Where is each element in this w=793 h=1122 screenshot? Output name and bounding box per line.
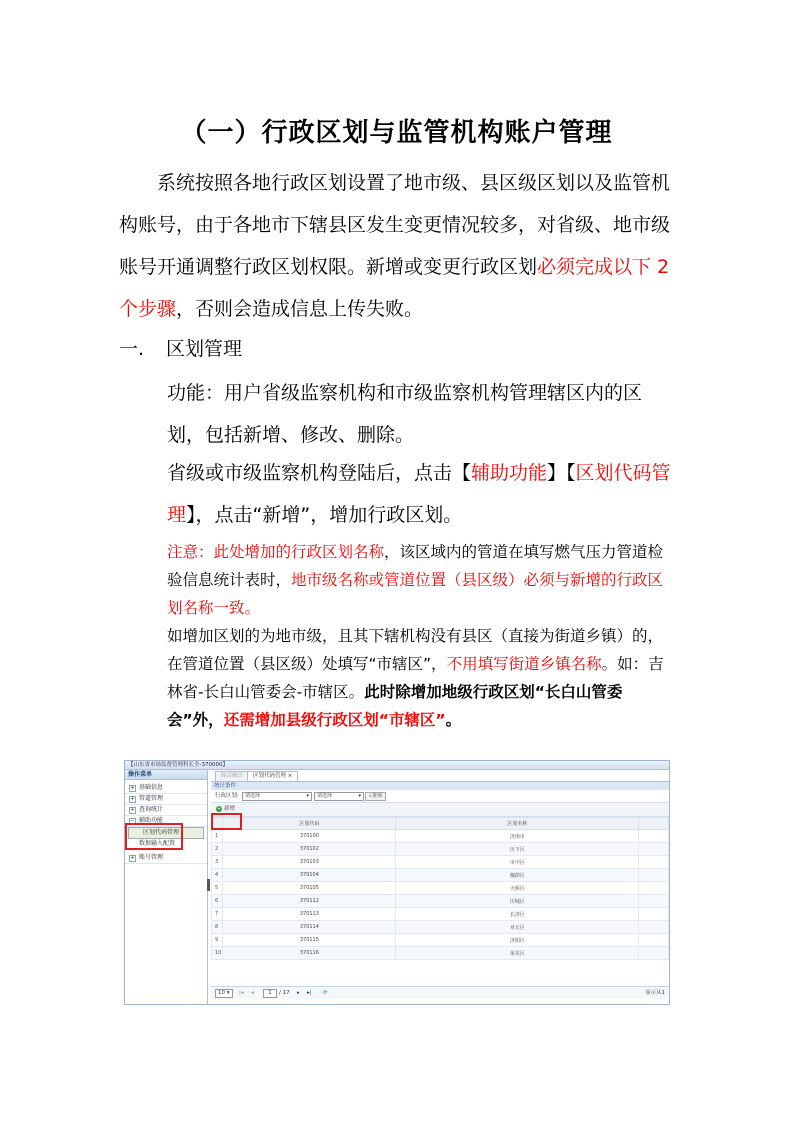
add-button[interactable] [215,805,238,813]
menu-query-stats[interactable] [125,805,207,816]
row-code: 370105 [223,882,396,895]
note-bold-end: 。 [445,711,462,729]
search-icon: ⌕ [369,793,372,799]
highlight-box-menu [125,823,183,850]
section-heading [119,334,242,361]
row-name: 长清区 [396,908,639,921]
note-red-3: 不用填写街道乡镇名称 [446,655,602,673]
tab-region-code[interactable] [247,771,298,781]
note-text-2: 如增加区划的为地市级，且其下辖机构没有县区（直接为街道乡镇）的，在管道位置（县区级）处填写“市辖区”， [167,627,664,673]
row-name: 莱芜区 [396,947,639,960]
chevron-down-icon: ▾ [358,793,361,799]
note-label: 注意： [167,543,214,561]
row-index: 2 [212,843,223,856]
function-paragraph: 功能：用户省级监察机构和市级监察机构管理辖区内的区划，包括新增、修改、删除。 [167,382,643,446]
city-select[interactable] [314,792,364,801]
row-index: 8 [212,921,223,934]
row-extra [639,869,669,882]
select-value: 请选择 [245,793,261,799]
expand-icon: + [130,785,135,791]
row-index: 3 [212,856,223,869]
row-name: 历城区 [396,895,639,908]
menu-account-management[interactable] [125,853,207,864]
region-table [211,817,669,960]
aux-function-label: 辅助功能 [471,462,548,484]
row-name: 槐荫区 [396,869,639,882]
filter-label: 行政区划: [215,793,239,799]
row-name: 济南市 [396,830,639,843]
row-index: 9 [212,934,223,947]
step-paragraph [167,452,675,536]
row-code: 370113 [223,908,396,921]
row-extra [639,921,669,934]
window-title: 【山东省市场监督管理科长全-370000】 [125,761,669,770]
note-bold-1: 此时除增加地级行政区划“长白山管委会”外， [167,683,623,729]
row-extra [639,830,669,843]
row-index: 1 [212,830,223,843]
menu-pipe-management[interactable] [125,794,207,805]
table-row[interactable] [212,830,669,843]
row-code: 370100 [223,830,396,843]
prev-page-icon[interactable]: ◂ [251,990,254,996]
splitter-handle[interactable] [207,879,210,891]
sidebar [125,770,208,1004]
intro-required-steps: 必须完成以下 2 个步骤 [119,256,670,320]
main-panel [211,770,669,1004]
region-code-label: 区划代码管理 [167,462,671,526]
row-code: 370112 [223,895,396,908]
query-button[interactable] [365,792,386,801]
pagination-bar [211,986,669,999]
menu-label: 辅助功能 [139,817,164,824]
row-code: 370116 [223,947,396,960]
row-extra [639,908,669,921]
row-extra [639,934,669,947]
row-code: 370102 [223,843,396,856]
tab-bar [211,770,669,782]
page-size-value: 10 [218,990,225,996]
row-name: 天桥区 [396,882,639,895]
step-mid: 】【 [547,462,576,484]
intro-tail: ，否则会造成信息上传失败。 [176,298,424,320]
table-row[interactable] [212,856,669,869]
menu-label: 账号管理 [139,854,164,861]
embedded-screenshot [124,760,670,1005]
last-page-icon[interactable]: ▸| [307,990,312,996]
intro-text: 系统按照各地行政区划设置了地市级、县区级区划以及监管机构账号，由于各地市下辖县区发生变更情况较多，对省级、地市级账号开通调整行政区划权限。新增或变更行政区划 [119,172,671,278]
row-name: 济阳区 [396,934,639,947]
row-name: 章丘区 [396,921,639,934]
section-number: 一. [119,338,145,360]
collapse-icon: − [130,818,135,824]
table-row[interactable] [212,882,669,895]
row-index: 7 [212,908,223,921]
menu-label: 管道管理 [139,795,164,802]
row-extra [639,882,669,895]
row-index: 6 [212,895,223,908]
table-row[interactable] [212,947,669,960]
menu-label: 基础信息 [139,784,164,791]
next-page-icon[interactable]: ▸ [297,990,300,996]
note-text-1: ，该区域内的管道在填写燃气压力管道检验信息统计表时， [167,543,664,589]
table-row[interactable] [212,895,669,908]
col-extra [639,818,669,830]
note-red-2: 地市级名称或管道位置（县区级）必须与新增的行政区划名称一致。 [167,571,664,617]
expand-icon: + [130,796,135,802]
row-name: 历下区 [396,843,639,856]
row-extra [639,843,669,856]
row-extra [639,895,669,908]
expand-icon: + [130,807,135,813]
add-label: 新增 [224,806,236,812]
province-select[interactable] [242,792,312,801]
menu-basic-info[interactable] [125,783,207,794]
table-row[interactable] [212,908,669,921]
row-name: 市中区 [396,856,639,869]
row-code: 370104 [223,869,396,882]
row-index: 4 [212,869,223,882]
first-page-icon[interactable]: |◂ [239,990,244,996]
filter-panel-title: 统计条件 [211,782,669,790]
page-title: （一）行政区划与监管机构账户管理 [180,118,613,148]
row-code: 370115 [223,934,396,947]
menu-label: 查询统计 [139,806,164,813]
page-input[interactable]: 1 [263,989,277,998]
select-value: 请选择 [317,793,333,799]
row-extra [639,856,669,869]
row-code: 370114 [223,921,396,934]
step-prefix: 省级或市级监察机构登陆后，点击【 [167,462,472,484]
sidebar-title: 操作菜单 [125,770,207,780]
table-row[interactable] [212,934,669,947]
section-title: 区划管理 [166,338,243,360]
table-row[interactable] [212,869,669,882]
record-info: 显示从1 [645,990,665,996]
row-index: 5 [212,882,223,895]
total-pages: / 17 [279,990,290,996]
table-row[interactable] [212,843,669,856]
note-bold-red: 还需增加县级行政区划“市辖区” [223,711,446,729]
chevron-down-icon: ▾ [306,793,309,799]
refresh-icon[interactable]: ⟳ [323,990,328,996]
step-suffix: 】，点击“新增”，增加行政区划。 [186,504,463,526]
intro-paragraph [119,162,679,330]
highlight-box-add [211,813,242,830]
expand-icon: + [130,855,135,861]
query-label: 查询 [371,793,382,799]
page-size-select[interactable]: 10 ▾ [215,989,233,998]
plus-icon: + [216,806,222,812]
note-red-1: 此处增加的行政区划名称 [213,543,385,561]
tab-label: 区划代码管理 [253,773,287,779]
menu-label: 区划代码管理 [143,829,180,836]
filter-row [211,790,669,802]
col-name: 区划名称 [396,818,639,830]
row-index: 10 [212,947,223,960]
toolbar [211,802,669,817]
close-icon[interactable]: × [287,773,293,779]
menu-label: 数据输入配置 [139,840,176,847]
row-code: 370103 [223,856,396,869]
tab-stats[interactable]: 综合统计 [215,771,249,781]
table-row[interactable] [212,921,669,934]
note-paragraph [167,538,667,734]
col-code: 区划代码 [223,818,396,830]
row-extra [639,947,669,960]
note-text-3: 。如：吉林省-长白山管委会-市辖区。 [167,655,664,701]
